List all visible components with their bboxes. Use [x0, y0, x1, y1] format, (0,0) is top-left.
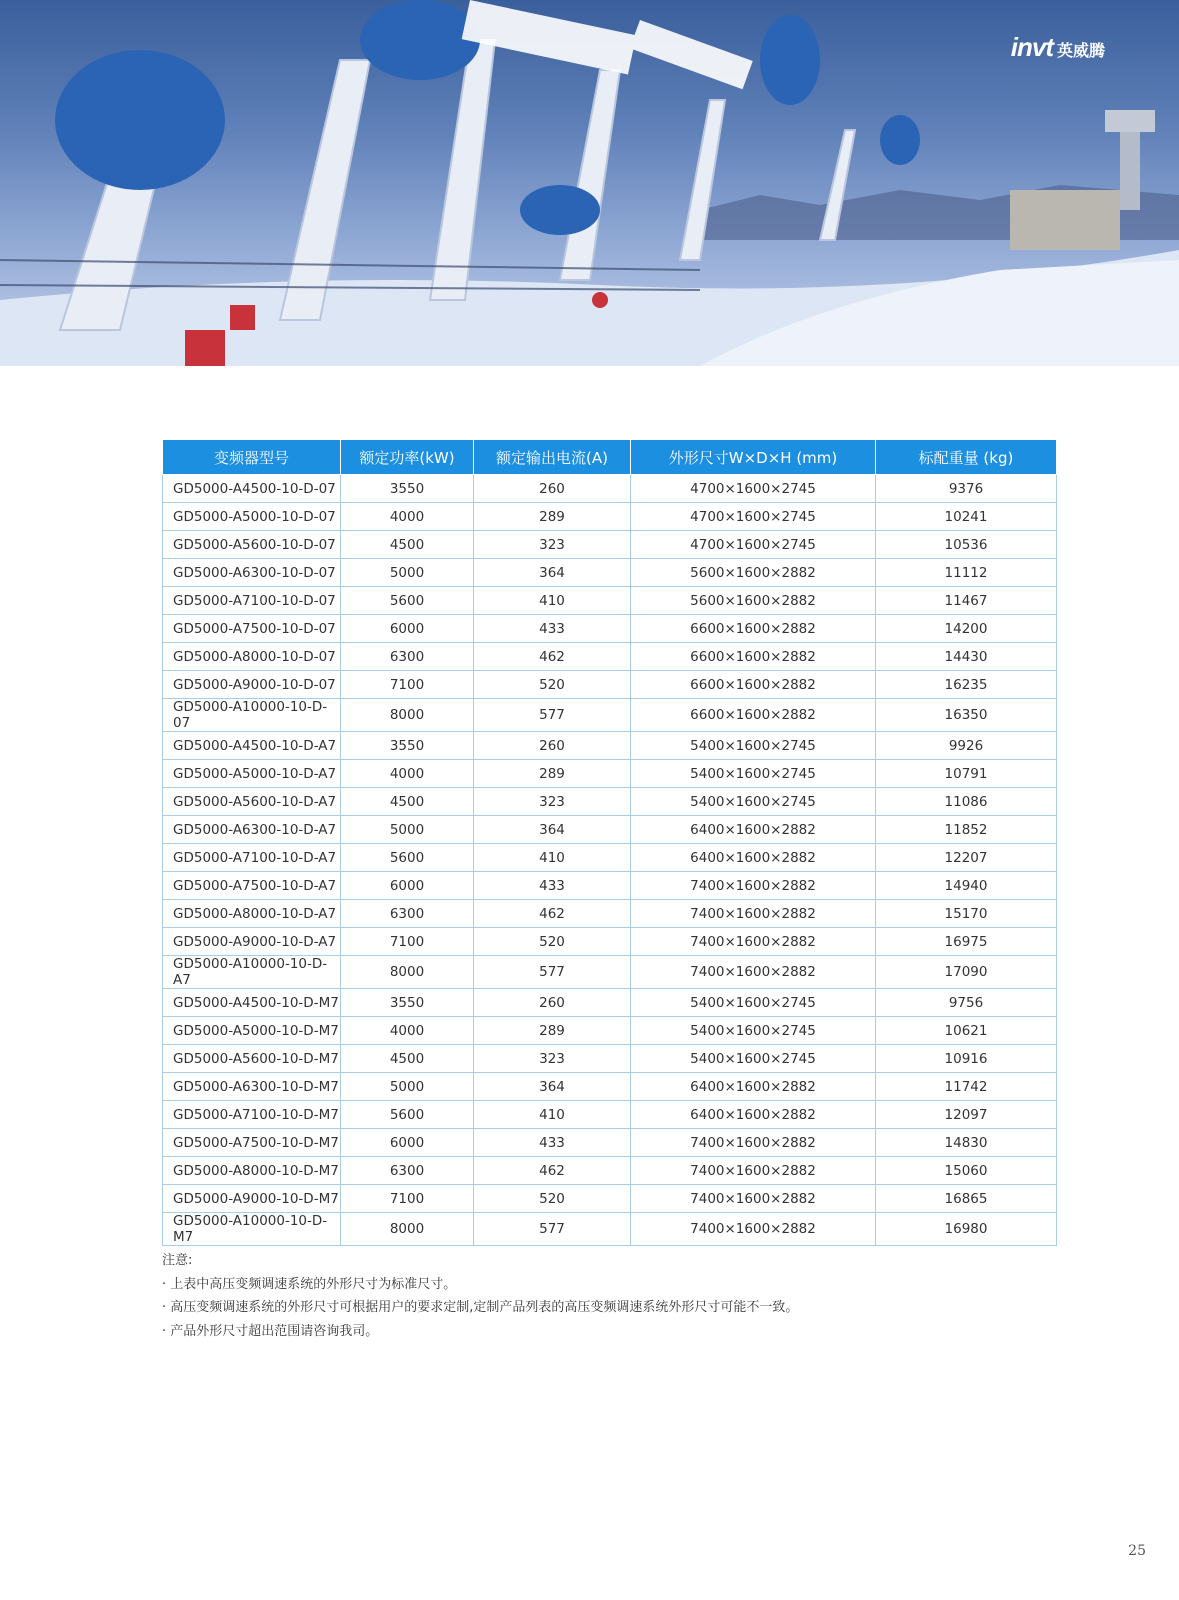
cell-power: 4000: [341, 503, 474, 531]
note-item: · 产品外形尺寸超出范围请咨询我司。: [162, 1323, 379, 1339]
header-power: 额定功率(kW): [341, 440, 474, 475]
header-current: 额定输出电流(A): [474, 440, 631, 475]
cell-model: GD5000-A9000-10-D-M7: [163, 1185, 341, 1213]
table-row: [163, 844, 1057, 872]
table-row: [163, 732, 1057, 760]
cell-current: 323: [474, 1045, 631, 1073]
cell-power: 6000: [341, 1129, 474, 1157]
cell-power: 6300: [341, 643, 474, 671]
cell-current: 433: [474, 872, 631, 900]
cell-power: 4500: [341, 1045, 474, 1073]
cell-dimensions: 6400×1600×2882: [631, 1073, 876, 1101]
note-item: · 上表中高压变频调速系统的外形尺寸为标准尺寸。: [162, 1276, 457, 1292]
hero-banner: [0, 0, 1179, 366]
cell-power: 7100: [341, 671, 474, 699]
cell-power: 3550: [341, 989, 474, 1017]
cell-power: 6300: [341, 1157, 474, 1185]
cell-dimensions: 7400×1600×2882: [631, 1185, 876, 1213]
cell-dimensions: 4700×1600×2745: [631, 531, 876, 559]
cell-model: GD5000-A7100-10-D-M7: [163, 1101, 341, 1129]
cell-model: GD5000-A7500-10-D-M7: [163, 1129, 341, 1157]
cell-dimensions: 7400×1600×2882: [631, 872, 876, 900]
cell-weight: 10621: [876, 1017, 1057, 1045]
cell-weight: 15060: [876, 1157, 1057, 1185]
cell-weight: 12097: [876, 1101, 1057, 1129]
table-row: [163, 760, 1057, 788]
cell-current: 364: [474, 1073, 631, 1101]
cell-model: GD5000-A5600-10-D-07: [163, 531, 341, 559]
cell-weight: 9926: [876, 732, 1057, 760]
cell-model: GD5000-A8000-10-D-07: [163, 643, 341, 671]
cell-power: 7100: [341, 928, 474, 956]
cell-model: GD5000-A8000-10-D-A7: [163, 900, 341, 928]
cell-model: GD5000-A4500-10-D-07: [163, 475, 341, 503]
cell-current: 577: [474, 956, 631, 989]
oilfield-photo: [0, 0, 1179, 366]
cell-model: GD5000-A5000-10-D-07: [163, 503, 341, 531]
table-row: [163, 788, 1057, 816]
table-row: [163, 1157, 1057, 1185]
cell-weight: 16865: [876, 1185, 1057, 1213]
table-row: [163, 671, 1057, 699]
cell-power: 5000: [341, 1073, 474, 1101]
cell-weight: 16350: [876, 699, 1057, 732]
cell-power: 5600: [341, 844, 474, 872]
cell-dimensions: 5400×1600×2745: [631, 989, 876, 1017]
cell-model: GD5000-A10000-10-D-07: [163, 699, 341, 732]
cell-dimensions: 5600×1600×2882: [631, 559, 876, 587]
cell-power: 6300: [341, 900, 474, 928]
cell-current: 462: [474, 1157, 631, 1185]
cell-current: 520: [474, 671, 631, 699]
spec-table: [162, 439, 1057, 1246]
cell-dimensions: 5400×1600×2745: [631, 1045, 876, 1073]
brand-logo: [1011, 32, 1105, 63]
spec-table-body: [163, 475, 1057, 1246]
cell-power: 3550: [341, 732, 474, 760]
cell-weight: 10536: [876, 531, 1057, 559]
cell-model: GD5000-A6300-10-D-A7: [163, 816, 341, 844]
cell-weight: 9376: [876, 475, 1057, 503]
cell-model: GD5000-A7100-10-D-07: [163, 587, 341, 615]
cell-weight: 11086: [876, 788, 1057, 816]
cell-model: GD5000-A7100-10-D-A7: [163, 844, 341, 872]
table-row: [163, 1101, 1057, 1129]
table-row: [163, 615, 1057, 643]
cell-dimensions: 6400×1600×2882: [631, 844, 876, 872]
table-row: [163, 816, 1057, 844]
cell-weight: 10241: [876, 503, 1057, 531]
table-row: [163, 475, 1057, 503]
table-row: [163, 503, 1057, 531]
cell-dimensions: 5400×1600×2745: [631, 732, 876, 760]
header-model: 变频器型号: [163, 440, 341, 475]
cell-current: 520: [474, 928, 631, 956]
cell-dimensions: 6600×1600×2882: [631, 671, 876, 699]
cell-weight: 17090: [876, 956, 1057, 989]
cell-model: GD5000-A9000-10-D-A7: [163, 928, 341, 956]
cell-weight: 16975: [876, 928, 1057, 956]
cell-model: GD5000-A5600-10-D-M7: [163, 1045, 341, 1073]
cell-power: 5000: [341, 816, 474, 844]
cell-dimensions: 7400×1600×2882: [631, 1157, 876, 1185]
table-row: [163, 872, 1057, 900]
cell-power: 5600: [341, 1101, 474, 1129]
cell-power: 3550: [341, 475, 474, 503]
cell-current: 260: [474, 475, 631, 503]
cell-weight: 11467: [876, 587, 1057, 615]
cell-power: 8000: [341, 956, 474, 989]
cell-current: 364: [474, 559, 631, 587]
notes-section: [162, 1249, 798, 1343]
cell-weight: 10791: [876, 760, 1057, 788]
table-row: [163, 699, 1057, 732]
cell-weight: 11852: [876, 816, 1057, 844]
cell-model: GD5000-A10000-10-D-A7: [163, 956, 341, 989]
cell-weight: 15170: [876, 900, 1057, 928]
cell-weight: 14200: [876, 615, 1057, 643]
cell-model: GD5000-A9000-10-D-07: [163, 671, 341, 699]
cell-model: GD5000-A4500-10-D-A7: [163, 732, 341, 760]
cell-weight: 16235: [876, 671, 1057, 699]
notes-title: 注意:: [162, 1253, 193, 1268]
cell-weight: 10916: [876, 1045, 1057, 1073]
cell-dimensions: 7400×1600×2882: [631, 928, 876, 956]
page-number: 25: [1128, 1543, 1146, 1559]
cell-model: GD5000-A5600-10-D-A7: [163, 788, 341, 816]
table-row: [163, 956, 1057, 989]
cell-current: 410: [474, 587, 631, 615]
cell-current: 520: [474, 1185, 631, 1213]
cell-dimensions: 7400×1600×2882: [631, 900, 876, 928]
cell-current: 433: [474, 1129, 631, 1157]
cell-dimensions: 5400×1600×2745: [631, 760, 876, 788]
cell-dimensions: 5400×1600×2745: [631, 788, 876, 816]
cell-current: 289: [474, 503, 631, 531]
cell-current: 410: [474, 1101, 631, 1129]
cell-power: 4500: [341, 788, 474, 816]
cell-current: 323: [474, 788, 631, 816]
table-row: [163, 989, 1057, 1017]
cell-weight: 16980: [876, 1213, 1057, 1246]
cell-current: 577: [474, 1213, 631, 1246]
cell-current: 260: [474, 989, 631, 1017]
cell-weight: 14830: [876, 1129, 1057, 1157]
cell-dimensions: 7400×1600×2882: [631, 956, 876, 989]
cell-dimensions: 6400×1600×2882: [631, 1101, 876, 1129]
cell-weight: 9756: [876, 989, 1057, 1017]
cell-power: 4000: [341, 1017, 474, 1045]
cell-weight: 14940: [876, 872, 1057, 900]
cell-dimensions: 6600×1600×2882: [631, 643, 876, 671]
cell-weight: 11112: [876, 559, 1057, 587]
cell-model: GD5000-A6300-10-D-07: [163, 559, 341, 587]
header-weight: 标配重量 (kg): [876, 440, 1057, 475]
cell-model: GD5000-A6300-10-D-M7: [163, 1073, 341, 1101]
cell-current: 260: [474, 732, 631, 760]
table-row: [163, 900, 1057, 928]
cell-power: 6000: [341, 872, 474, 900]
cell-power: 5600: [341, 587, 474, 615]
cell-dimensions: 6600×1600×2882: [631, 699, 876, 732]
cell-power: 7100: [341, 1185, 474, 1213]
table-row: [163, 643, 1057, 671]
cell-model: GD5000-A7500-10-D-A7: [163, 872, 341, 900]
table-row: [163, 559, 1057, 587]
table-row: [163, 531, 1057, 559]
cell-dimensions: 4700×1600×2745: [631, 503, 876, 531]
logo-mark: invt: [1010, 32, 1053, 62]
cell-power: 4000: [341, 760, 474, 788]
cell-current: 289: [474, 760, 631, 788]
cell-current: 462: [474, 900, 631, 928]
cell-dimensions: 5600×1600×2882: [631, 587, 876, 615]
cell-dimensions: 6600×1600×2882: [631, 615, 876, 643]
cell-dimensions: 6400×1600×2882: [631, 816, 876, 844]
cell-power: 4500: [341, 531, 474, 559]
table-header-row: [163, 440, 1057, 475]
cell-current: 462: [474, 643, 631, 671]
cell-current: 433: [474, 615, 631, 643]
cell-current: 364: [474, 816, 631, 844]
cell-current: 289: [474, 1017, 631, 1045]
note-item: · 高压变频调速系统的外形尺寸可根据用户的要求定制,定制产品列表的高压变频调速系统外形尺寸可能不一致。: [162, 1300, 799, 1315]
header-dimensions: 外形尺寸W×D×H (mm): [631, 440, 876, 475]
cell-dimensions: 4700×1600×2745: [631, 475, 876, 503]
cell-model: GD5000-A7500-10-D-07: [163, 615, 341, 643]
cell-current: 323: [474, 531, 631, 559]
logo-chinese-name: 英威腾: [1056, 41, 1105, 60]
cell-dimensions: 7400×1600×2882: [631, 1129, 876, 1157]
table-row: [163, 1213, 1057, 1246]
cell-model: GD5000-A4500-10-D-M7: [163, 989, 341, 1017]
table-row: [163, 587, 1057, 615]
table-row: [163, 1073, 1057, 1101]
cell-model: GD5000-A5000-10-D-M7: [163, 1017, 341, 1045]
cell-dimensions: 7400×1600×2882: [631, 1213, 876, 1246]
table-row: [163, 928, 1057, 956]
cell-weight: 12207: [876, 844, 1057, 872]
cell-current: 410: [474, 844, 631, 872]
cell-weight: 14430: [876, 643, 1057, 671]
cell-power: 8000: [341, 1213, 474, 1246]
cell-model: GD5000-A5000-10-D-A7: [163, 760, 341, 788]
cell-model: GD5000-A8000-10-D-M7: [163, 1157, 341, 1185]
cell-power: 6000: [341, 615, 474, 643]
cell-current: 577: [474, 699, 631, 732]
cell-weight: 11742: [876, 1073, 1057, 1101]
cell-dimensions: 5400×1600×2745: [631, 1017, 876, 1045]
table-row: [163, 1129, 1057, 1157]
table-row: [163, 1185, 1057, 1213]
cell-model: GD5000-A10000-10-D-M7: [163, 1213, 341, 1246]
table-row: [163, 1045, 1057, 1073]
cell-power: 5000: [341, 559, 474, 587]
cell-power: 8000: [341, 699, 474, 732]
table-row: [163, 1017, 1057, 1045]
